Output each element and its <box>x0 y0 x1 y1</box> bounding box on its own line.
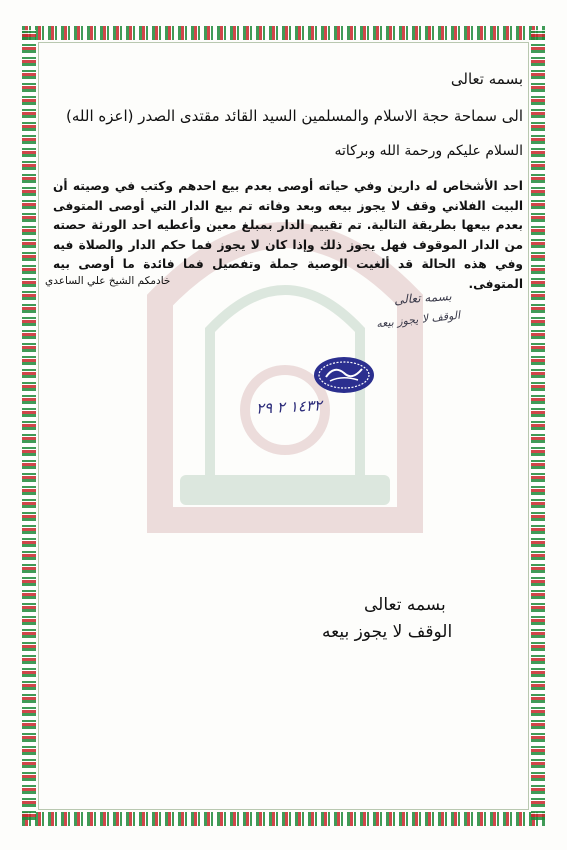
decorative-border-top <box>22 26 545 40</box>
official-seal-icon <box>312 355 376 395</box>
handwritten-basmala: بسمه تعالى <box>393 289 453 307</box>
decorative-border-right <box>531 30 545 820</box>
letter-basmala: بسمه تعالى <box>450 70 523 88</box>
handwritten-ruling: الوقف لا يجوز بيعه <box>375 308 461 331</box>
decorative-border-bottom <box>22 812 545 826</box>
letter-body: احد الأشخاص له دارين وفي حياته أوصى بعدم بيع احدهم وكتب في وصيته أن البيت الفلاني وقف لا يجوز بيعه وبعد وفاته تم بيع الدار التي أوصى المتوفى بعدم بيعها بطريقة التالية. تم تقييم الدار بمبلغ معين وأعطيه احد الورثة حصته من الدار الموقوف فهل يجوز ذلك وإذا كان لا يجوز فما حكم الدار والصلاة فيه وفي هذه الحالة قد ألغيت الوصية جملة وتفصيل فما فائدة ما أوصى بيه المتوفى. <box>53 179 523 291</box>
handwritten-date: ١٤٣٢ ٢ ٢٩ <box>255 396 323 418</box>
answer-basmala: بسمه تعالى <box>364 595 446 615</box>
letter-address: الى سماحة حجة الاسلام والمسلمين السيد القائد مقتدى الصدر (اعزه الله) <box>66 107 523 125</box>
decorative-border-left <box>22 30 36 820</box>
letter-greeting: السلام عليكم ورحمة الله وبركاته <box>334 143 523 159</box>
answer-ruling: الوقف لا يجوز بيعه <box>322 622 453 642</box>
signer-name: خادمكم الشيخ علي الساعدي <box>45 275 171 287</box>
letter-signer <box>45 275 525 287</box>
